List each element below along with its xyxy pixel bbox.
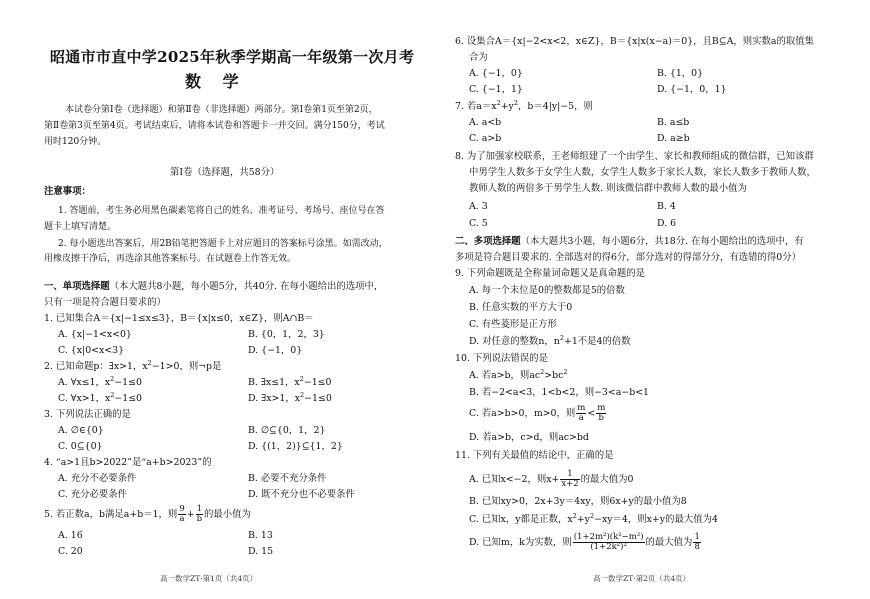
note-1b: 题卡上填写清楚。 <box>44 222 117 232</box>
q11-d-mid: 的最大值为 <box>645 537 693 548</box>
q7-stem-mid: +y <box>500 101 514 112</box>
q5-f1-den: a <box>179 514 185 524</box>
section2-desc-b: 多项是符合题目要求的. 全部选对的得6分，部分选对的得部分分，有选错的得0分） <box>455 252 802 263</box>
q11-option-b[interactable]: B. 已知xy>0，2x+3y＝4xy，则6x+y的最小值为8 <box>469 496 687 507</box>
q5-fraction-2 <box>196 505 203 524</box>
q2-c-sup: 2 <box>110 390 115 399</box>
q8-line-2: 中男学生人数多于女学生人数，女学生人数多于家长人数，家长人数多于教师人数， <box>469 167 816 178</box>
q7-stem-pre: 7. 若a＝x <box>455 101 497 112</box>
q10-c-f2-den: b <box>598 413 604 423</box>
q1-option-d[interactable]: D. {−1，0} <box>248 345 303 356</box>
q10-c-f2-num: m <box>597 403 606 413</box>
section1-desc-text: （本大题共8小题，每小题5分，共40分. 在每小题给出的选项中， <box>109 281 384 292</box>
q2-option-d[interactable] <box>248 390 332 405</box>
q11-d-result-den: 8 <box>694 542 700 552</box>
q5-fraction-1 <box>178 505 185 524</box>
intro-line-1: 本试卷分第Ⅰ卷（选择题）和第Ⅱ卷（非选择题）两部分。第Ⅰ卷第1页至第2页， <box>65 105 378 115</box>
q11-a-fraction <box>560 470 579 489</box>
q11-a-pre: A. 已知x<−2，则x+ <box>469 474 560 485</box>
q2-a-sup: 2 <box>110 374 115 383</box>
q10-option-c[interactable] <box>469 404 607 423</box>
q9-option-d[interactable] <box>469 333 631 348</box>
q11-a-den: x+2 <box>561 479 579 489</box>
footer-left: 高一数学ZT·第1页（共4页） <box>160 574 258 583</box>
q9-option-a[interactable]: A. 每一个末位是0的整数都是5的倍数 <box>469 285 625 296</box>
q7-option-c[interactable]: C. a>b <box>469 133 502 144</box>
q11-option-c[interactable] <box>469 511 718 526</box>
q9-d-pre: D. 对任意的整数n，n <box>469 336 560 347</box>
q5-option-a[interactable]: A. 16 <box>58 530 83 541</box>
q2-a-post: −1≤0 <box>114 377 142 388</box>
q4-option-b[interactable]: B. 必要不充分条件 <box>248 473 327 484</box>
q1-stem: 1. 已知集合A＝{x|−1≤x≤3}，B＝{x|x≤0，x∈Z}，则A∩B＝ <box>44 313 314 324</box>
q11-stem: 11. 下列有关最值的结论中，正确的是 <box>455 450 614 461</box>
note-1a: 1. 答题前，考生务必用黑色碳素笔将自己的姓名、准考证号、考场号、座位号在答 <box>58 206 385 216</box>
page-right <box>435 0 870 599</box>
q2-c-pre: C. ∀x>1，x <box>58 393 111 404</box>
q2-d-post: −1≤0 <box>304 393 332 404</box>
q2-stem-sup: 2 <box>147 358 152 367</box>
q7-option-d[interactable]: D. a≥b <box>657 133 690 144</box>
q11-option-a[interactable] <box>469 470 634 489</box>
q7-sup-1: 2 <box>496 98 501 107</box>
exam-title: 昭通市市直中学2025年秋季学期高一年级第一次月考 <box>50 48 415 66</box>
part1-title: 第Ⅰ卷（选择题，共58分） <box>170 167 280 178</box>
notes-heading: 注意事项： <box>44 186 91 197</box>
q9-d-sup: 2 <box>559 333 564 342</box>
q11-d-result-num: 1 <box>694 532 700 542</box>
q5-plus: + <box>186 509 195 520</box>
q10-a-mid: >bc <box>544 370 564 381</box>
q11-a-post: 的最大值为0 <box>580 474 634 485</box>
q3-option-d[interactable]: D. {(1，2)}⊆{1，2} <box>248 441 343 452</box>
q2-b-post: −1≤0 <box>303 377 332 388</box>
section1-desc-a <box>44 281 383 293</box>
exam-subject: 数 学 <box>185 72 247 91</box>
q10-a-sup-1: 2 <box>540 367 545 376</box>
q2-option-a[interactable] <box>58 374 142 389</box>
q11-c-sup-2: 2 <box>589 511 595 520</box>
section1-desc-b: 只有一项是符合题目要求的） <box>44 297 166 308</box>
q5-option-d[interactable]: D. 15 <box>248 546 274 557</box>
q2-stem <box>44 358 222 373</box>
q5-f1-num: 9 <box>179 504 185 514</box>
q2-b-sup: 2 <box>299 374 304 383</box>
q2-d-sup: 2 <box>300 390 305 399</box>
q7-stem <box>455 98 593 113</box>
q7-sup-2: 2 <box>513 98 518 107</box>
q1-option-b[interactable]: B. {0，1，2，3} <box>248 329 325 340</box>
q5-option-b[interactable]: B. 13 <box>248 530 273 541</box>
q3-stem: 3. 下列说法正确的是 <box>44 409 131 420</box>
q11-c-mid-2: −xy＝4，则x+y的最大值为4 <box>594 514 718 525</box>
q6-stem-a: 6. 设集合A＝{x|−2<x<2，x∈Z}，B＝{x|x(x−a)＝0}，且B⊆A，则实数a的取值集 <box>455 36 815 47</box>
q2-stem-post: −1>0，则¬p是 <box>151 361 222 372</box>
q7-option-a[interactable]: A. a<b <box>469 117 502 128</box>
q10-option-b[interactable]: B. 若−2<a<3，1<b<2，则−3<a−b<1 <box>469 387 650 398</box>
note-2a: 2. 每小题选出答案后，用2B铅笔把答题卡上对应题目的答案标号涂黑。如需改动， <box>58 239 388 249</box>
q11-d-fraction <box>573 533 645 552</box>
q10-a-pre: A. 若a>b，则ac <box>469 370 541 381</box>
q1-option-c[interactable]: C. {x|0<x<3} <box>58 345 125 356</box>
q10-stem: 10. 下列说法错误的是 <box>455 353 548 364</box>
q8-option-b[interactable]: B. 4 <box>657 201 676 212</box>
q2-c-post: −1≤0 <box>114 393 143 404</box>
q10-c-f1-num: m <box>577 403 586 413</box>
q3-option-a[interactable]: A. ∅∈{0} <box>58 425 104 436</box>
footer-right: 高一数学ZT·第2页（共4页） <box>593 574 691 583</box>
q9-stem: 9. 下列命题既是全称量词命题又是真命题的是 <box>455 268 646 279</box>
q6-stem-b: 合为 <box>469 52 488 63</box>
q10-c-fraction-2 <box>596 404 606 423</box>
q6-option-a[interactable]: A. {−1，0} <box>469 68 523 79</box>
q2-option-c[interactable] <box>58 390 143 405</box>
q2-a-pre: A. ∀x≤1，x <box>58 377 111 388</box>
q11-c-pre: C. 已知x，y都是正数，x <box>469 514 573 525</box>
q11-d-num: (1+2m²)(k²−m²) <box>573 532 644 542</box>
q11-d-den: (1+2k²)² <box>590 542 627 552</box>
intro-line-3: 用时120分钟。 <box>44 137 107 147</box>
q1-option-a[interactable]: A. {x|−1<x<0} <box>58 329 132 340</box>
q4-option-a[interactable]: A. 充分不必要条件 <box>58 473 137 484</box>
q2-b-pre: B. ∃x≤1，x <box>248 377 300 388</box>
q9-option-b[interactable]: B. 任意实数的平方大于0 <box>469 302 573 313</box>
q5-stem-post: 的最小值为 <box>204 509 251 520</box>
q10-option-d[interactable]: D. 若a>b，c>d，则ac>bd <box>469 432 589 443</box>
q8-option-c[interactable]: C. 5 <box>469 218 488 229</box>
q2-stem-pre: 2. 已知命题p：∃x>1，x <box>44 361 148 372</box>
note-2b: 用橡皮擦干净后，再选涂其他答案标号。在试题卷上作答无效。 <box>44 254 297 264</box>
q8-option-d[interactable]: D. 6 <box>657 218 677 229</box>
q11-c-sup-1: 2 <box>572 511 577 520</box>
q4-option-c[interactable]: C. 充分必要条件 <box>58 489 128 500</box>
q8-line-1: 8. 为了加强家校联系，王老师组建了一个由学生、家长和教师组成的微信群，已知该群 <box>455 151 814 162</box>
q3-option-b[interactable]: B. ∅⊆{0，1，2} <box>248 425 326 436</box>
q4-option-d[interactable]: D. 既不充分也不必要条件 <box>248 489 355 500</box>
q5-option-c[interactable]: C. 20 <box>58 546 83 557</box>
q6-option-c[interactable]: C. {−1，1} <box>469 84 523 95</box>
section2-desc-a <box>455 236 804 248</box>
q6-option-d[interactable]: D. {−1，0，1} <box>657 84 727 95</box>
q5-f2-num: 1 <box>196 504 203 514</box>
q9-d-post: +1不是4的倍数 <box>563 336 631 347</box>
q11-option-d[interactable] <box>469 533 702 552</box>
q10-c-fraction-1 <box>576 404 586 423</box>
q10-c-pre: C. 若a>b>0，m>0，则 <box>469 408 576 419</box>
q2-option-b[interactable] <box>248 374 332 389</box>
q7-stem-post: ，b＝4|y|−5，则 <box>518 101 593 112</box>
q11-d-pre: D. 已知m，k为实数，则 <box>469 537 572 548</box>
q10-a-sup-2: 2 <box>563 367 568 376</box>
q10-c-f1-den: a <box>578 413 584 423</box>
q9-option-c[interactable]: C. 有些菱形是正方形 <box>469 319 557 330</box>
section2-desc-text: （本大题共3小题，每小题6分，共18分. 在每小题给出的选项中，有 <box>520 236 804 247</box>
q5-stem <box>44 505 251 524</box>
q6-option-b[interactable]: B. {1，0} <box>657 68 704 79</box>
intro-line-2: 第Ⅱ卷第3页至第4页。考试结束后，请将本试卷和答题卡一并交回。满分150分，考试 <box>44 121 385 131</box>
q3-option-c[interactable]: C. 0⊆{0} <box>58 441 103 452</box>
q7-option-b[interactable]: B. a≤b <box>657 117 690 128</box>
section2-heading: 二、多项选择题 <box>455 236 521 247</box>
q11-a-num: 1 <box>560 470 579 480</box>
q11-d-result-fraction <box>693 533 700 552</box>
q10-option-a[interactable] <box>469 367 568 382</box>
q2-d-pre: D. ∃x>1，x <box>248 393 300 404</box>
q4-stem: 4. “a>1且b>2022”是“a+b>2023”的 <box>44 457 212 468</box>
q5-f2-den: b <box>196 514 203 524</box>
q8-line-3: 教师人数的两倍多于男学生人数. 则该微信群中教师人数的最小值为 <box>469 183 747 194</box>
section1-heading: 一、单项选择题 <box>44 281 110 292</box>
q8-option-a[interactable]: A. 3 <box>469 201 488 212</box>
q11-c-mid-1: +y <box>576 514 590 525</box>
q5-stem-pre: 5. 若正数a，b满足a+b＝1，则 <box>44 509 178 520</box>
q10-c-lt: < <box>587 408 596 419</box>
